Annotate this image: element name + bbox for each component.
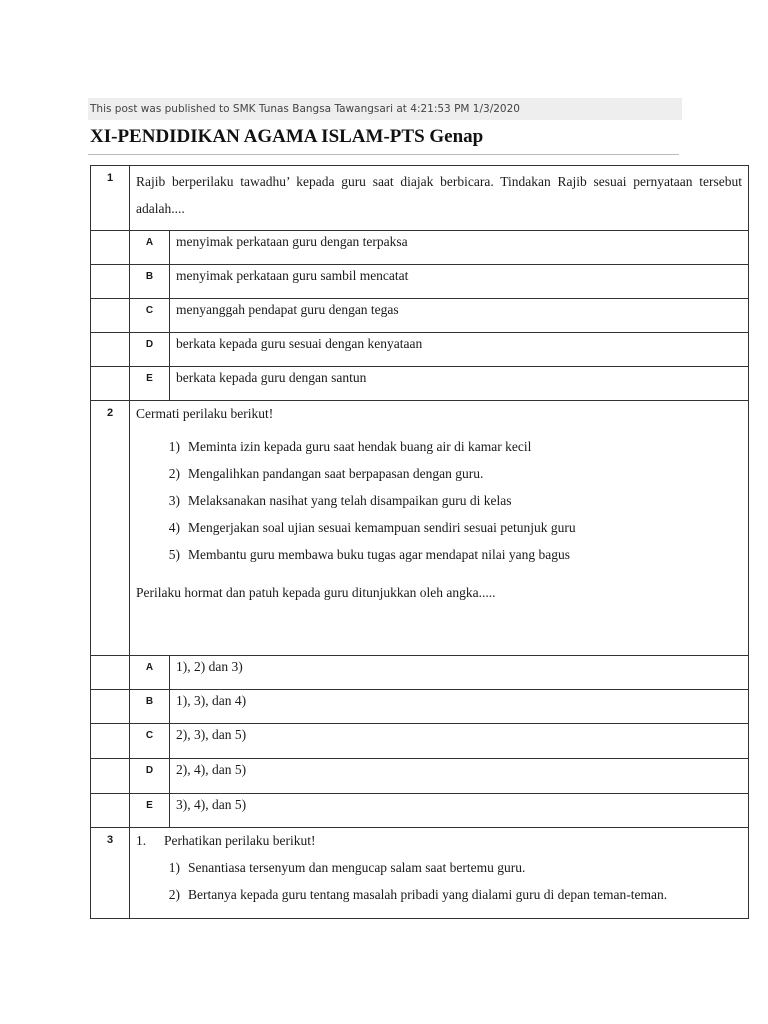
blank-cell <box>91 231 130 265</box>
question-number: 2 <box>91 401 130 656</box>
statement-text: Mengerjakan soal ujian sesuai kemampuan sendiri sesuai petunjuk guru <box>188 520 576 535</box>
page-title: XI-PENDIDIKAN AGAMA ISLAM-PTS Genap <box>90 126 484 147</box>
option-row <box>91 794 749 828</box>
statement-item <box>154 460 742 487</box>
publish-banner: This post was published to SMK Tunas Bangsa Tawangsari at 4:21:53 PM 1/3/2020 <box>88 98 682 120</box>
statement-text: Membantu guru membawa buku tugas agar mendapat nilai yang bagus <box>188 547 571 562</box>
statement-text: Bertanya kepada guru tentang masalah pribadi yang dialami guru di depan teman-teman. <box>188 887 668 902</box>
option-row <box>91 690 749 724</box>
option-letter: C <box>130 724 170 759</box>
blank-cell <box>91 299 130 333</box>
option-row <box>91 299 749 333</box>
statement-number: 1) <box>168 439 180 454</box>
question-number: 1 <box>91 166 130 231</box>
option-row <box>91 333 749 367</box>
option-letter: B <box>130 265 170 299</box>
question-stem: Rajib berperilaku tawadhu’ kepada guru saat diajak berbicara. Tindakan Rajib sesuai pernyataan tersebut adalah.... <box>136 174 742 216</box>
statement-text: Meminta izin kepada guru saat hendak buang air di kamar kecil <box>188 439 532 454</box>
statement-text: Mengalihkan pandangan saat berpapasan dengan guru. <box>188 466 484 481</box>
title-divider <box>88 154 679 155</box>
blank-cell <box>91 724 130 759</box>
option-text: 2), 4), dan 5) <box>170 759 749 794</box>
option-letter: A <box>130 656 170 690</box>
option-text: 3), 4), dan 5) <box>170 794 749 828</box>
option-letter: E <box>130 794 170 828</box>
question-prompt: Perilaku hormat dan patuh kepada guru ditunjukkan oleh angka..... <box>136 585 496 600</box>
option-letter: D <box>130 333 170 367</box>
statement-item <box>154 487 742 514</box>
statement-item <box>154 514 742 541</box>
option-letter: C <box>130 299 170 333</box>
statement-number: 3) <box>168 493 180 508</box>
statement-text: Melaksanakan nasihat yang telah disampaikan guru di kelas <box>188 493 512 508</box>
blank-cell <box>91 794 130 828</box>
blank-cell <box>91 265 130 299</box>
question-stem-cell <box>130 828 749 919</box>
statement-item <box>154 854 742 881</box>
option-letter: E <box>130 367 170 401</box>
blank-cell <box>91 656 130 690</box>
option-row <box>91 367 749 401</box>
statement-item <box>154 433 742 460</box>
option-letter: D <box>130 759 170 794</box>
option-row <box>91 759 749 794</box>
blank-cell <box>91 333 130 367</box>
question-intro-line <box>136 830 742 852</box>
question-row <box>91 828 749 919</box>
option-letter: A <box>130 231 170 265</box>
option-text: berkata kepada guru dengan santun <box>170 367 749 401</box>
option-text: 1), 3), dan 4) <box>170 690 749 724</box>
option-text: menyimak perkataan guru dengan terpaksa <box>170 231 749 265</box>
statement-list <box>154 854 742 908</box>
statement-number: 2) <box>168 466 180 481</box>
blank-cell <box>91 367 130 401</box>
option-text: 1), 2) dan 3) <box>170 656 749 690</box>
statement-number: 2) <box>168 887 180 902</box>
question-stem-cell <box>130 401 749 656</box>
option-text: menyanggah pendapat guru dengan tegas <box>170 299 749 333</box>
option-text: menyimak perkataan guru sambil mencatat <box>170 265 749 299</box>
question-row <box>91 166 749 231</box>
statement-number: 5) <box>168 547 180 562</box>
question-row <box>91 401 749 656</box>
question-sub-number: 1. <box>136 833 147 848</box>
option-row <box>91 724 749 759</box>
statement-item <box>154 881 742 908</box>
statement-item <box>154 541 742 568</box>
option-letter: B <box>130 690 170 724</box>
statement-number: 1) <box>168 860 180 875</box>
option-row <box>91 265 749 299</box>
statement-list <box>154 433 742 568</box>
statement-number: 4) <box>168 520 180 535</box>
option-row <box>91 656 749 690</box>
statement-text: Senantiasa tersenyum dan mengucap salam saat bertemu guru. <box>188 860 526 875</box>
question-intro: Perhatikan perilaku berikut! <box>164 833 316 848</box>
option-text: 2), 3), dan 5) <box>170 724 749 759</box>
option-row <box>91 231 749 265</box>
option-text: berkata kepada guru sesuai dengan kenyataan <box>170 333 749 367</box>
question-stem-cell <box>130 166 749 231</box>
blank-cell <box>91 759 130 794</box>
blank-cell <box>91 690 130 724</box>
question-intro: Cermati perilaku berikut! <box>136 406 274 421</box>
question-number: 3 <box>91 828 130 919</box>
question-table <box>90 165 749 919</box>
